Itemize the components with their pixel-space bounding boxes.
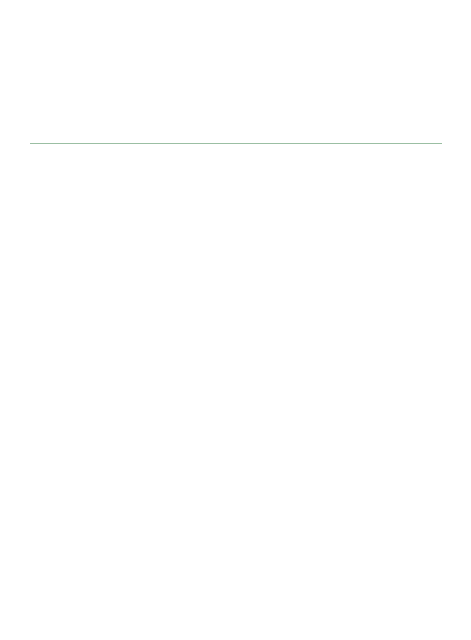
page-footer: [441, 611, 449, 623]
year-header-row: [30, 143, 442, 155]
column-group-headers: [30, 118, 442, 140]
